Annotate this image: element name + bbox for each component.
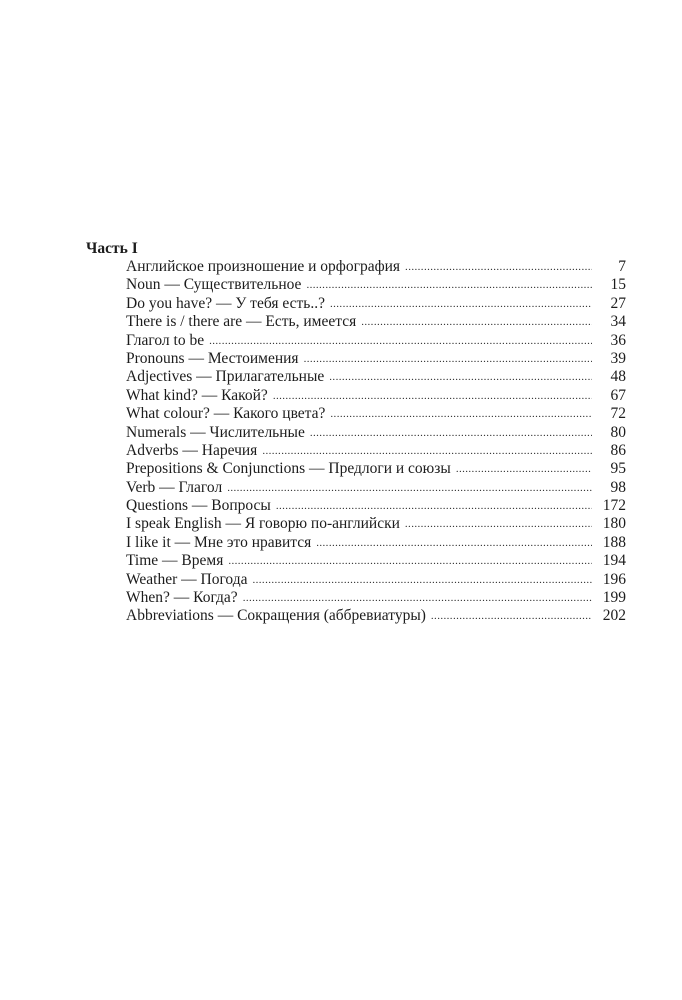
toc-entry xyxy=(126,607,626,625)
toc-entry-title: Weather — Погода xyxy=(126,570,248,588)
dot-leader xyxy=(456,460,592,478)
dot-leader xyxy=(405,515,592,533)
toc-entry xyxy=(126,479,626,497)
dot-leader xyxy=(361,313,592,331)
toc-entry-page: 98 xyxy=(610,478,626,496)
toc-entry xyxy=(126,497,626,515)
toc-entry-page: 196 xyxy=(602,570,626,588)
dot-leader xyxy=(262,442,592,460)
toc-entry xyxy=(126,258,626,276)
toc-entry-page: 39 xyxy=(610,349,626,367)
dot-leader xyxy=(273,387,592,405)
toc-entry-page: 36 xyxy=(610,331,626,349)
dot-leader xyxy=(227,479,592,497)
toc-entry-list xyxy=(86,258,626,626)
toc-entry-title: Questions — Вопросы xyxy=(126,497,271,515)
dot-leader xyxy=(329,368,592,386)
toc-entry-page: 48 xyxy=(610,368,626,386)
toc-entry xyxy=(126,405,626,423)
dot-leader xyxy=(252,571,592,589)
toc-entry xyxy=(126,295,626,313)
toc-entry-page: 86 xyxy=(610,441,626,459)
toc-entry-title: Verb — Глагол xyxy=(126,478,223,496)
toc-entry xyxy=(126,442,626,460)
toc-entry xyxy=(126,460,626,478)
toc-entry xyxy=(126,332,626,350)
toc-entry-page: 188 xyxy=(602,533,626,551)
toc-entry-page: 172 xyxy=(602,497,626,515)
toc-entry-page: 194 xyxy=(602,552,626,570)
dot-leader xyxy=(330,405,592,423)
toc-entry-title: Time — Время xyxy=(126,552,224,570)
toc-entry-title: Adverbs — Наречия xyxy=(126,441,258,459)
toc-entry-title: Глагол to be xyxy=(126,331,205,349)
dot-leader xyxy=(330,295,592,313)
toc-entry-page: 80 xyxy=(610,423,626,441)
toc-entry-title: Adjectives — Прилагательные xyxy=(126,368,325,386)
toc-entry-title: There is / there are — Есть, имеется xyxy=(126,313,357,331)
toc-entry xyxy=(126,276,626,294)
toc-entry-title: Pronouns — Местоимения xyxy=(126,349,299,367)
toc-entry xyxy=(126,571,626,589)
dot-leader xyxy=(431,607,592,625)
dot-leader xyxy=(276,497,592,515)
dot-leader xyxy=(243,589,592,607)
toc-entry xyxy=(126,350,626,368)
toc-entry xyxy=(126,424,626,442)
toc-entry-title: What colour? — Какого цвета? xyxy=(126,405,326,423)
toc-entry-page: 15 xyxy=(610,276,626,294)
toc-entry-page: 180 xyxy=(602,515,626,533)
table-of-contents xyxy=(86,239,626,626)
dot-leader xyxy=(316,534,592,552)
toc-entry-title: Numerals — Числительные xyxy=(126,423,305,441)
toc-entry-title: Noun — Существительное xyxy=(126,276,302,294)
dot-leader xyxy=(306,276,592,294)
toc-entry-page: 199 xyxy=(602,589,626,607)
dot-leader xyxy=(209,332,592,350)
toc-entry xyxy=(126,589,626,607)
toc-entry-title: Prepositions & Conjunctions — Предлоги и союзы xyxy=(126,460,451,478)
part-title: Часть I xyxy=(86,240,138,257)
toc-entry-page: 95 xyxy=(610,460,626,478)
toc-entry-title: Do you have? — У тебя есть..? xyxy=(126,294,325,312)
toc-entry-title: Abbreviations — Сокращения (аббревиатуры) xyxy=(126,607,426,625)
toc-entry xyxy=(126,387,626,405)
toc-entry xyxy=(126,313,626,331)
toc-entry-title: When? — Когда? xyxy=(126,589,238,607)
toc-entry-title: I like it — Мне это нравится xyxy=(126,533,312,551)
toc-entry-page: 67 xyxy=(610,386,626,404)
toc-entry xyxy=(126,515,626,533)
dot-leader xyxy=(228,552,592,570)
toc-entry-page: 34 xyxy=(610,313,626,331)
dot-leader xyxy=(304,350,592,368)
dot-leader xyxy=(310,424,592,442)
toc-entry xyxy=(126,552,626,570)
toc-entry xyxy=(126,534,626,552)
toc-entry-title: Английское произношение и орфография xyxy=(126,258,401,275)
toc-entry-page: 7 xyxy=(618,258,626,275)
toc-entry-title: I speak English — Я говорю по-английски xyxy=(126,515,400,533)
toc-entry-page: 27 xyxy=(610,294,626,312)
toc-entry xyxy=(126,368,626,386)
dot-leader xyxy=(405,258,592,276)
toc-entry-title: What kind? — Какой? xyxy=(126,386,268,404)
toc-entry-page: 202 xyxy=(602,607,626,625)
toc-entry-page: 72 xyxy=(610,405,626,423)
